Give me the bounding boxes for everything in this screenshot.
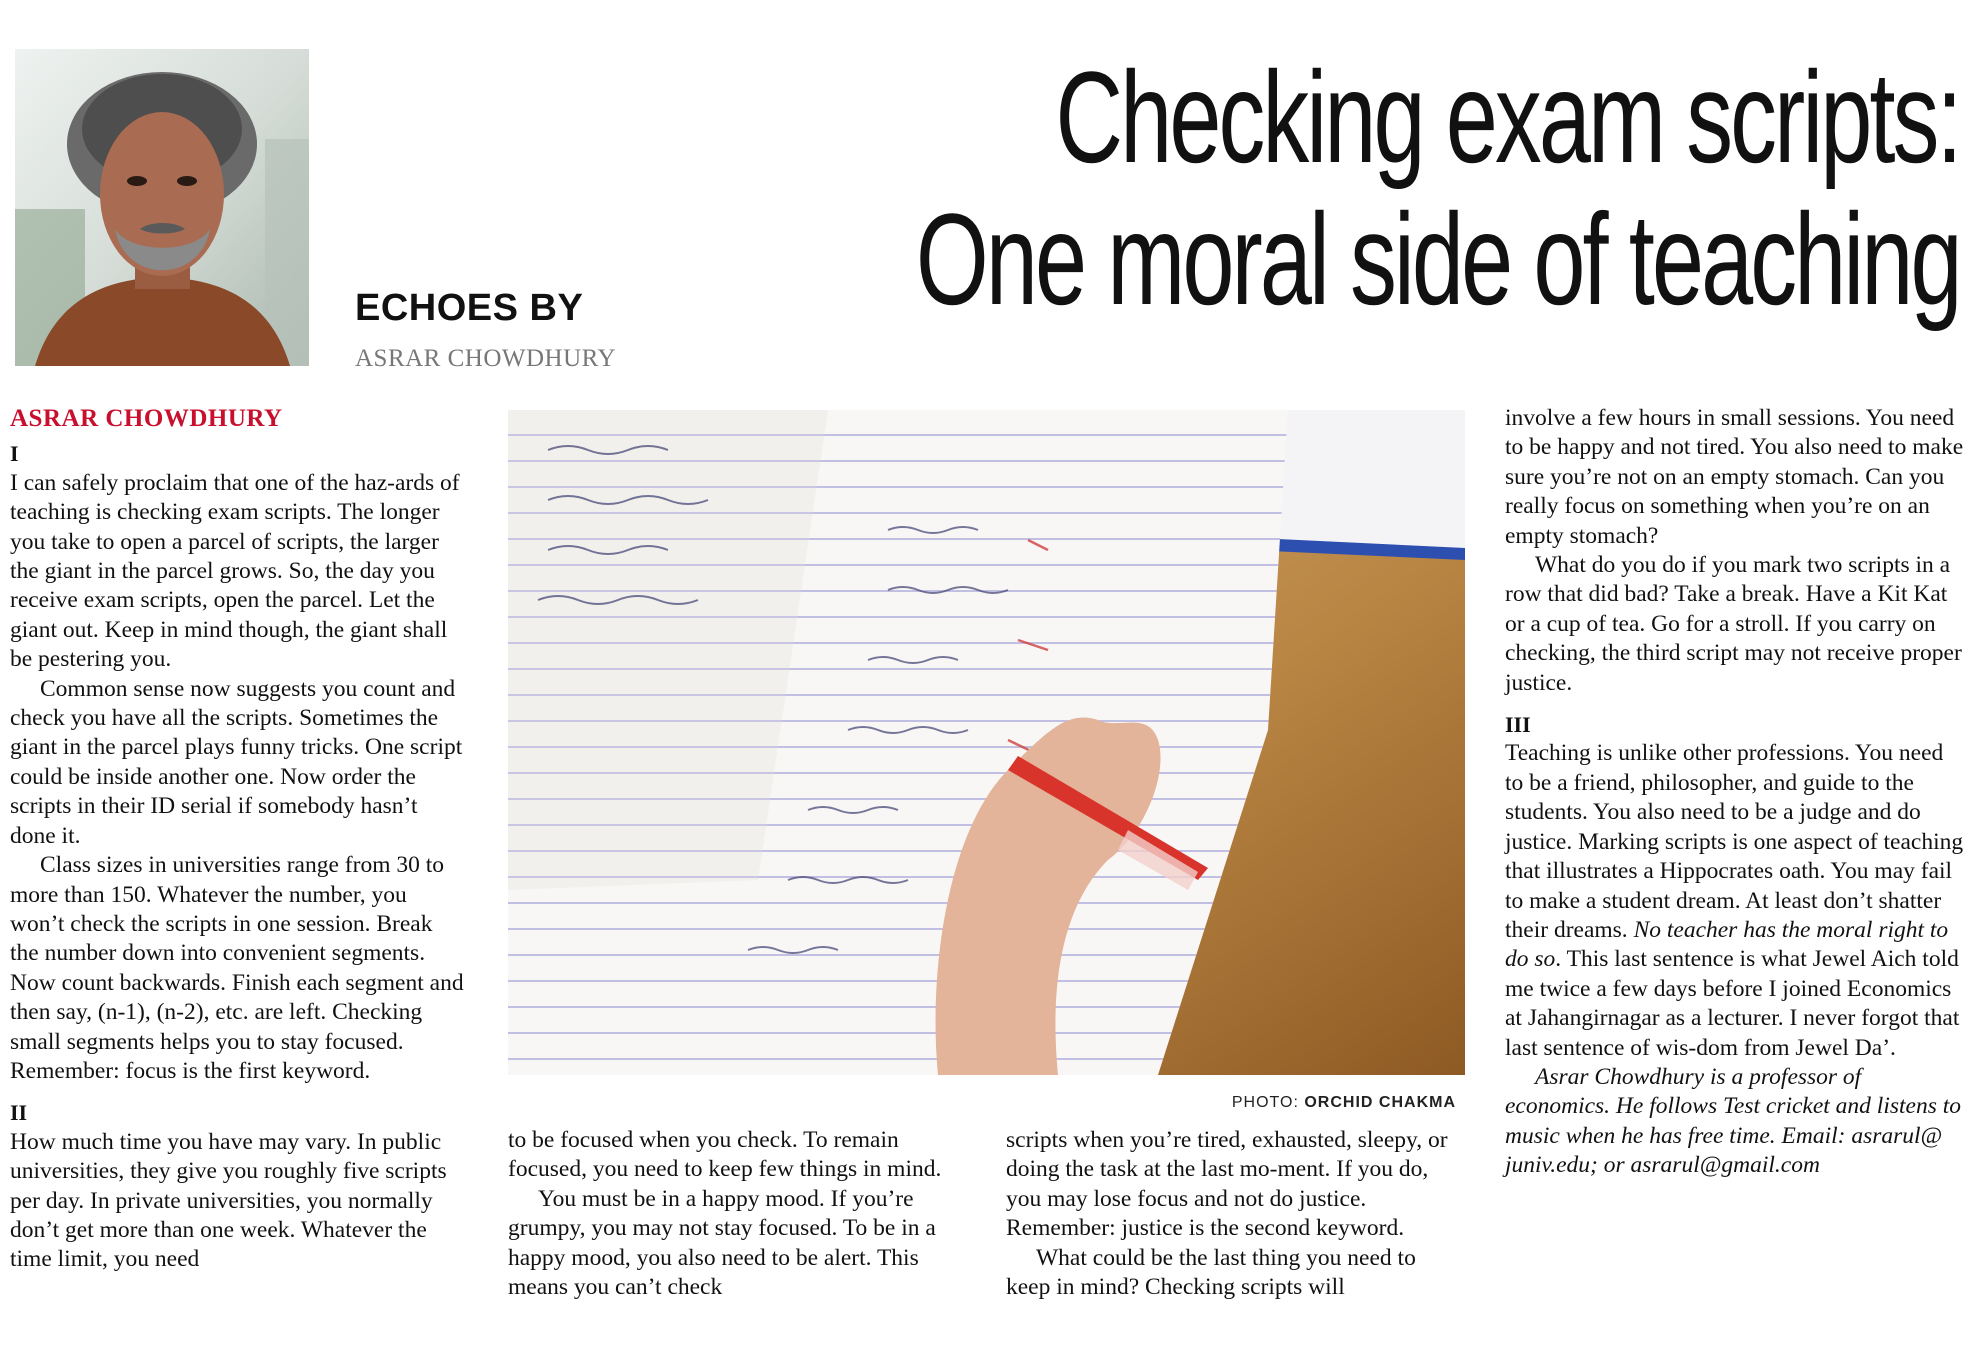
section-heading-3: III bbox=[1505, 712, 1531, 738]
column-author: ASRAR CHOWDHURY bbox=[355, 345, 617, 372]
section-heading-1: I bbox=[10, 441, 19, 467]
paragraph: scripts when you’re tired, exhausted, sleepy, or doing the task at the last mo-ment. If you do, you may lose focus and not do justice. Remember: justice is the second keyword. bbox=[1006, 1127, 1448, 1242]
column-label: ECHOES BY bbox=[355, 287, 584, 329]
paragraph: to be focused when you check. To remain focused, you need to keep few things in mind. bbox=[508, 1127, 942, 1183]
article-column-3 bbox=[1006, 1126, 1466, 1302]
author-photo bbox=[15, 49, 309, 366]
headline-line-2: One moral side of teaching bbox=[916, 186, 1960, 332]
exam-script-illustration bbox=[508, 410, 1465, 1075]
paragraph: What could be the last thing you need to keep in mind? Checking scripts will bbox=[1006, 1244, 1416, 1301]
article-column-2 bbox=[508, 1126, 968, 1302]
paragraph: involve a few hours in small sessions. You need to be happy and not tired. You also need to make sure you’re not on an empty stomach. Can you really focus on something when you’re on an empty stomach? bbox=[1505, 405, 1964, 549]
paragraph: You must be in a happy mood. If you’re grumpy, you may not stay focused. To be in a happy mood, you also need to be alert. This means you can’t check bbox=[508, 1185, 936, 1301]
paragraph-text: Teaching is unlike other professions. You need to be a friend, philosopher, and guide to the students. You also need to be a judge and do justice. Marking scripts is one aspect of teaching that illustrates a Hippocrates oath. You may fail to make a student dream. At least don’t shatter their dreams. bbox=[1505, 740, 1964, 943]
photo-credit-name: ORCHID CHAKMA bbox=[1304, 1094, 1456, 1111]
paragraph: Class sizes in universities range from 30 to more than 150. Whatever the number, you won’t check the scripts in one session. Break the number down into convenient segments. Now count backwards. Finish each segment and then say, (n-1), (n-2), etc. are left. Checking small segments helps you to stay focused. Remember: focus is the first keyword. bbox=[10, 852, 464, 1084]
author-bio: Asrar Chowdhury is a professor of economics. He follows Test cricket and listens to music when he has free time. Email: asrarul@ juniv.edu; or asrarul@gmail.com bbox=[1505, 1063, 1962, 1179]
emphasized-quote: No teacher has the moral right to do so bbox=[1505, 916, 1949, 973]
paragraph-text: . This last sentence is what Jewel Aich told me twice a few days before I joined Economics at Jahangirnagar as a lecturer. I never forgot that last sentence of wis-dom from Jewel Da’. bbox=[1505, 946, 1960, 1061]
author-portrait-illustration bbox=[15, 49, 309, 366]
byline: ASRAR CHOWDHURY bbox=[10, 405, 283, 432]
photo-credit-label: PHOTO: bbox=[1231, 1094, 1299, 1111]
paragraph: How much time you have may vary. In public universities, they give you roughly five scripts per day. In private universities, you normally don’t get more than one week. Whatever the time limit, you need bbox=[10, 1128, 447, 1273]
photo-credit bbox=[1232, 1094, 1456, 1112]
article-column-4 bbox=[1505, 404, 1965, 1181]
article-photo bbox=[508, 410, 1465, 1075]
paragraph: I can safely proclaim that one of the haz-ards of teaching is checking exam scripts. The longer you take to open a parcel of scripts, the larger the giant in the parcel grows. So, the day you receive exam scripts, open the parcel. Let the giant out. Keep in mind though, the giant shall be pestering you. bbox=[10, 469, 460, 673]
headline-line-1: Checking exam scripts: bbox=[1055, 44, 1960, 190]
article-column-1 bbox=[10, 404, 465, 1275]
headline bbox=[916, 46, 1960, 330]
paragraph: Common sense now suggests you count and check you have all the scripts. Sometimes the giant in the parcel plays funny tricks. One script could be inside another one. Now order the scripts in their ID serial if somebody hasn’t done it. bbox=[10, 675, 463, 849]
paragraph: What do you do if you mark two scripts in a row that did bad? Take a break. Have a Kit Kat or a cup of tea. Go for a stroll. If you carry on checking, the third script may not receive proper justice. bbox=[1505, 552, 1962, 696]
paragraph bbox=[1505, 739, 1965, 1062]
section-heading-2: II bbox=[10, 1100, 28, 1126]
